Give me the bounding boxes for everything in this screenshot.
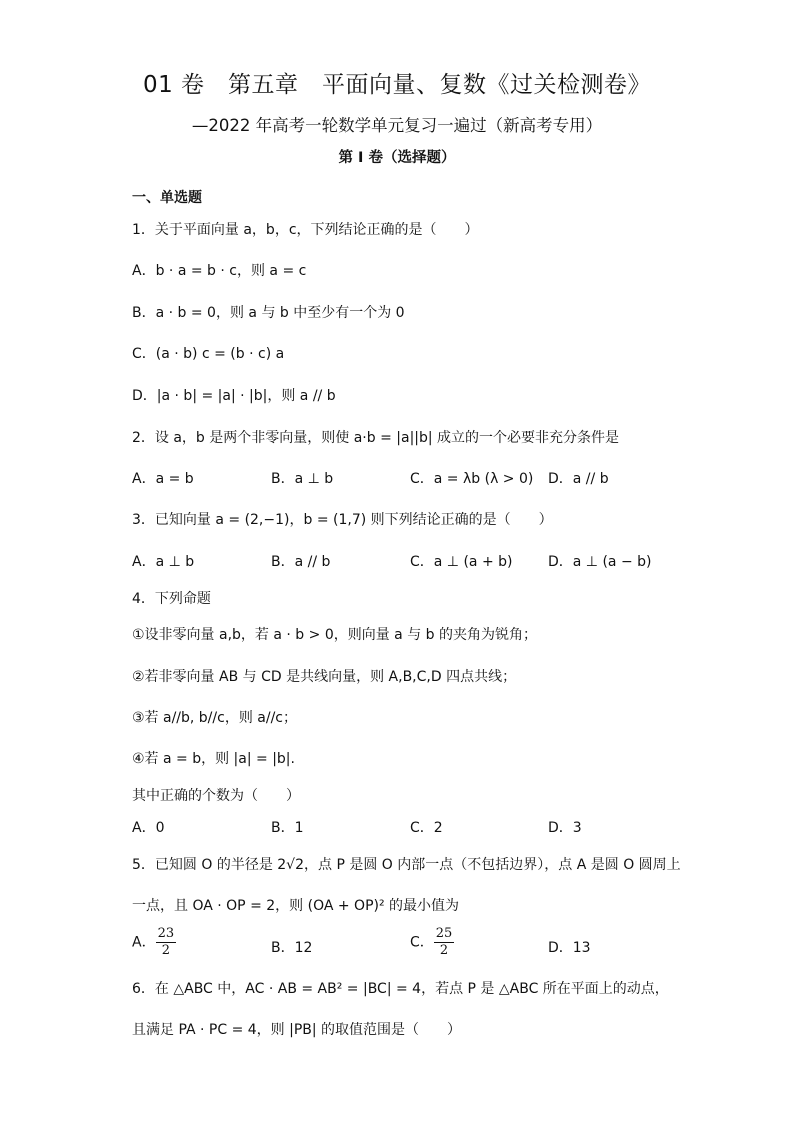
q4-option-b: B．1 [271, 820, 304, 836]
q4-option-a: A．0 [132, 820, 165, 836]
q2-option-a: A．a = b [132, 471, 194, 487]
q3-option-a: A．a ⊥ b [132, 554, 195, 570]
q5-option-a [132, 926, 176, 959]
q4-statement-2: ②若非零向量 AB 与 CD 是共线向量，则 A,B,C,D 四点共线； [132, 669, 517, 685]
q5-option-c-label: C． [410, 934, 434, 951]
q1-option-b: B．a · b = 0，则 a 与 b 中至少有一个为 0 [132, 305, 405, 321]
q3-stem: 3．已知向量 a = (2,−1)，b = (1,7) 则下列结论正确的是（ ） [132, 512, 553, 528]
q2-stem: 2．设 a，b 是两个非零向量，则使 a·b = |a||b| 成立的一个必要非充分条件是 [132, 430, 620, 446]
q4-stem: 4．下列命题 [132, 591, 211, 607]
q6-stem-line-2: 且满足 PA · PC = 4，则 |PB| 的取值范围是（ ） [132, 1022, 462, 1038]
q5-option-a-numerator: 23 [157, 926, 175, 941]
q1-option-c: C．(a · b) c = (b · c) a [132, 346, 285, 362]
q4-statement-1: ①设非零向量 a,b，若 a · b > 0，则向量 a 与 b 的夹角为锐角； [132, 627, 537, 643]
q5-option-d: D．13 [548, 940, 591, 956]
q4-statement-3: ③若 a//b, b//c，则 a//c； [132, 710, 297, 726]
q5-option-c-numerator: 25 [435, 926, 453, 941]
q1-stem: 1．关于平面向量 a，b，c，下列结论正确的是（ ） [132, 222, 479, 238]
page-title: 01 卷 第五章 平面向量、复数《过关检测卷》 [142, 72, 652, 98]
q5-option-c [410, 926, 454, 959]
q1-option-a: A．b · a = b · c，则 a = c [132, 263, 307, 279]
q4-ask: 其中正确的个数为（ ） [132, 788, 300, 804]
q5-option-b: B．12 [271, 940, 313, 956]
q5-stem-line-2: 一点，且 OA · OP = 2，则 (OA + OP)² 的最小值为 [132, 898, 460, 914]
q3-option-c: C．a ⊥ (a + b) [410, 554, 513, 570]
q3-option-d: D．a ⊥ (a − b) [548, 554, 652, 570]
q2-option-d: D．a // b [548, 471, 609, 487]
section-heading: 一、单选题 [132, 190, 202, 206]
part-heading: 第 I 卷（选择题） [338, 150, 456, 166]
q4-statement-4: ④若 a = b，则 |a| = |b|. [132, 751, 295, 767]
q3-option-b: B．a // b [271, 554, 331, 570]
q1-option-d: D．|a · b| = |a| · |b|，则 a // b [132, 388, 336, 404]
q5-option-c-fraction [434, 926, 455, 959]
q5-option-c-denominator: 2 [439, 943, 449, 958]
q2-option-b: B．a ⊥ b [271, 471, 334, 487]
q5-option-a-label: A． [132, 934, 156, 951]
q4-option-d: D．3 [548, 820, 582, 836]
q5-stem-line-1: 5．已知圆 O 的半径是 2√2，点 P 是圆 O 内部一点（不包括边界），点 A 是圆 O 圆周上 [132, 857, 681, 873]
q6-stem-line-1: 6．在 △ABC 中，AC · AB = AB² = |BC| = 4，若点 P 是 △ABC 所在平面上的动点， [132, 981, 669, 997]
q2-option-c: C．a = λb (λ > 0) [410, 471, 534, 487]
q5-option-a-fraction [156, 926, 177, 959]
q4-option-c: C．2 [410, 820, 443, 836]
page-subtitle: —2022 年高考一轮数学单元复习一遍过（新高考专用） [191, 116, 603, 135]
q5-option-a-denominator: 2 [161, 943, 170, 958]
